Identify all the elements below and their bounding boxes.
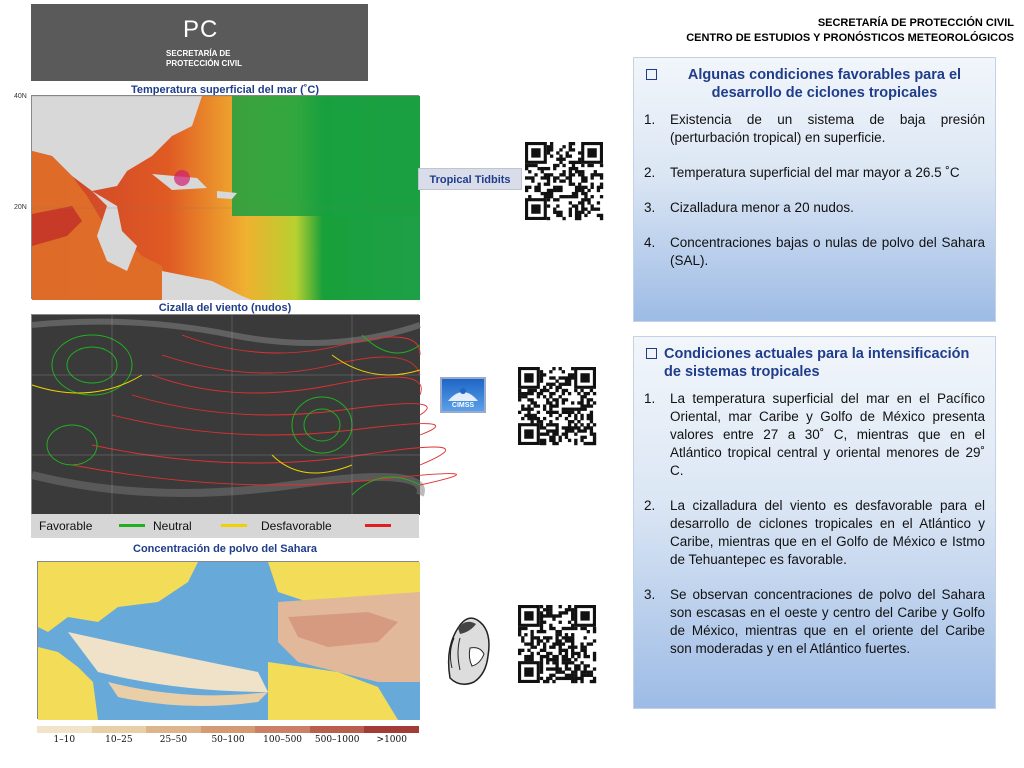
athena-helmet-graphic xyxy=(440,608,496,688)
qr-code-3-graphic xyxy=(518,605,596,683)
list-item-number: 2. xyxy=(644,498,656,513)
legend-favorable-swatch xyxy=(119,524,145,527)
favorable-conditions-heading xyxy=(644,66,985,102)
list-item-text: Cizalladura menor a 20 nudos. xyxy=(670,200,854,215)
sst-map xyxy=(14,93,419,299)
logo-subtitle xyxy=(166,49,242,69)
dust-scale-label: 25–50 xyxy=(159,735,188,745)
dust-scale-swatch xyxy=(146,726,201,733)
dust-scale-swatch xyxy=(92,726,147,733)
dust-scale-swatch xyxy=(255,726,310,733)
sst-map-title: Temperatura superficial del mar (˚C) xyxy=(130,84,320,96)
list-item-text: Se observan concentraciones de polvo del Sahara son escasas en el oeste y centro del Caribe y Golfo de México, mientras que en el oriente del Caribe son moderadas y en el Atlántico fuertes. xyxy=(670,587,985,656)
legend-unfavorable-label: Desfavorable xyxy=(261,519,332,533)
dust-scale-label: 1–10 xyxy=(53,735,76,745)
list-item xyxy=(644,234,985,270)
current-conditions-panel xyxy=(633,336,996,709)
list-item xyxy=(644,199,985,217)
shear-map-title: Cizalla del viento (nudos) xyxy=(158,302,292,314)
dust-scale-label: 10–25 xyxy=(105,735,133,745)
checkbox-bullet-icon xyxy=(646,69,657,80)
panel2-heading-text: Condiciones actuales para la intensificación de sistemas tropicales xyxy=(664,346,970,380)
shear-map xyxy=(31,314,419,514)
logo-line-2: PROTECCIÓN CIVIL xyxy=(166,59,243,68)
qr-code-3[interactable] xyxy=(518,605,596,683)
agency-line-2: CENTRO DE ESTUDIOS Y PRONÓSTICOS METEOROLÓGICOS xyxy=(686,32,1014,44)
list-item xyxy=(644,111,985,147)
favorable-conditions-list xyxy=(644,111,985,270)
current-conditions-list xyxy=(644,390,985,658)
cimss-label: CIMSS xyxy=(451,402,475,409)
list-item-text: Existencia de un sistema de baja presión (perturbación tropical) en superficie. xyxy=(670,112,985,145)
list-item-number: 4. xyxy=(644,235,656,250)
dust-map-title: Concentración de polvo del Sahara xyxy=(133,543,317,555)
list-item-text: La temperatura superficial del mar en el Pacífico Oriental, mar Caribe y Golfo de México presenta valores entre 27 a 30˚ C, mientras que en el Atlántico tropical central y oriental menores de 29˚ C. xyxy=(670,391,985,478)
list-item xyxy=(644,497,985,569)
list-item-text: La cizalladura del viento es desfavorable para el desarrollo de ciclones tropicales en el Atlántico y Caribe, mientras que en el Golfo de México e Istmo de Tehuantepec es favorable. xyxy=(670,498,985,567)
list-item xyxy=(644,164,985,182)
qr-code-2[interactable] xyxy=(518,367,596,445)
lat-label-20n: 20N xyxy=(14,204,27,211)
shear-map-graphic xyxy=(32,315,420,515)
dust-map-graphic xyxy=(38,562,420,720)
dust-map xyxy=(37,561,419,719)
list-item-number: 3. xyxy=(644,200,656,215)
qr-code-1[interactable] xyxy=(525,142,603,220)
dust-scale-cell xyxy=(201,726,256,745)
dust-scale-cell xyxy=(364,726,419,745)
dust-scale-cell xyxy=(310,726,365,745)
dust-scale-label: 100–500 xyxy=(263,735,303,745)
list-item-text: Concentraciones bajas o nulas de polvo del Sahara (SAL). xyxy=(670,235,985,268)
qr-code-1-graphic xyxy=(525,142,603,220)
dust-scale-swatch xyxy=(310,726,365,733)
current-conditions-heading xyxy=(644,345,985,381)
list-item xyxy=(644,390,985,480)
dust-scale-label: >1000 xyxy=(376,735,407,745)
list-item-number: 1. xyxy=(644,391,656,406)
favorable-conditions-panel xyxy=(633,57,996,322)
logo-line-1: SECRETARÍA DE xyxy=(166,49,231,58)
agency-heading xyxy=(686,16,1014,46)
satellite-icon xyxy=(442,381,484,403)
legend-favorable-label: Favorable xyxy=(39,519,93,533)
cimss-logo[interactable] xyxy=(440,377,486,413)
list-item-number: 3. xyxy=(644,587,656,602)
dust-scale-cell xyxy=(92,726,147,745)
dust-scale-swatch xyxy=(364,726,419,733)
legend-unfavorable-swatch xyxy=(365,524,391,527)
list-item-text: Temperatura superficial del mar mayor a 26.5 ˚C xyxy=(670,165,960,180)
list-item-number: 1. xyxy=(644,112,656,127)
dust-scale-cell xyxy=(37,726,92,745)
lat-label-40n: 40N xyxy=(14,93,27,100)
legend-neutral-swatch xyxy=(221,524,247,527)
dust-scale-swatch xyxy=(37,726,92,733)
dust-scale-swatch xyxy=(201,726,256,733)
list-item xyxy=(644,586,985,658)
dust-scale-cell xyxy=(255,726,310,745)
athena-helmet-icon[interactable] xyxy=(440,608,496,688)
list-item-number: 2. xyxy=(644,165,656,180)
qr-code-2-graphic xyxy=(518,367,596,445)
dust-color-scale xyxy=(37,726,419,748)
legend-neutral-label: Neutral xyxy=(153,519,192,533)
tropical-tidbits-link[interactable]: Tropical Tidbits xyxy=(418,168,522,190)
logo-pc-text: PC xyxy=(183,16,219,43)
shear-legend xyxy=(31,514,419,538)
panel1-heading-text: Algunas condiciones favorables para el desarrollo de ciclones tropicales xyxy=(687,67,962,101)
dust-scale-cell xyxy=(146,726,201,745)
agency-line-1: SECRETARÍA DE PROTECCIÓN CIVIL xyxy=(817,17,1014,29)
sst-map-graphic xyxy=(32,96,420,300)
dust-scale-label: 500–1000 xyxy=(314,735,360,745)
checkbox-bullet-icon xyxy=(646,348,657,359)
pc-logo xyxy=(31,4,368,81)
dust-scale-label: 50–100 xyxy=(211,735,245,745)
